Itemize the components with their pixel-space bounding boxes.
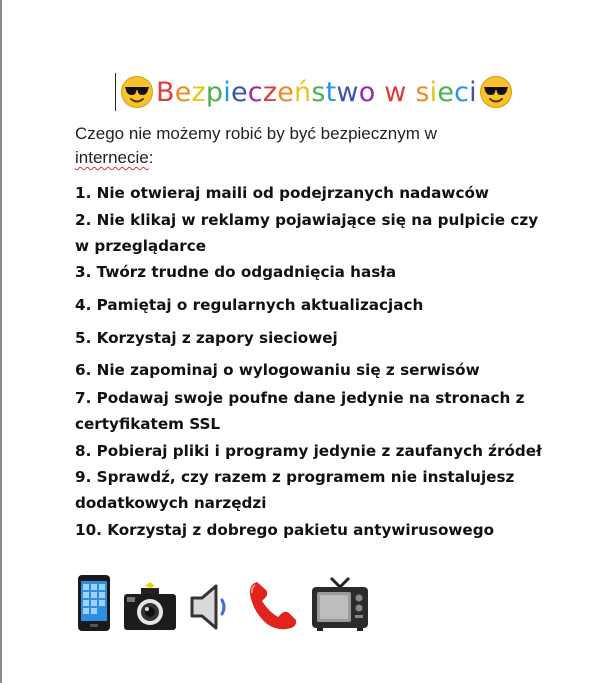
title-letter: e: [174, 76, 192, 108]
title-row: [115, 70, 513, 114]
list-item: 8. Pobieraj pliki i programy jedynie z zaufanych źródeł: [75, 442, 542, 460]
title-letter: i: [223, 76, 231, 108]
title-letter: o: [358, 76, 376, 108]
list-item: 10. Korzystaj z dobrego pakietu antywirusowego: [75, 521, 495, 539]
list-item: 4. Pamiętaj o regularnych aktualizacjach: [75, 296, 424, 314]
misspelled-word: internecie: [75, 148, 149, 167]
title-letter: [407, 79, 416, 106]
title-letter: B: [156, 76, 175, 108]
sunglasses-face-icon: [479, 75, 513, 109]
title-letter: w: [384, 76, 407, 108]
emoji-icons-row: [77, 574, 369, 632]
text-cursor: [115, 73, 116, 111]
intro-colon: :: [148, 148, 154, 167]
sunglasses-face-icon: [120, 75, 154, 109]
telephone-receiver-icon: [247, 574, 299, 632]
list-item: 1. Nie otwieraj maili od podejrzanych nadawców: [75, 184, 489, 202]
list-item: 7. Podawaj swoje poufne dane jedynie na stronach z certyfikatem SSL: [75, 389, 525, 433]
list-item: 9. Sprawdź, czy razem z programem nie instalujesz dodatkowych narzędzi: [75, 468, 515, 512]
title-letter: e: [437, 76, 455, 108]
title-letter: p: [205, 76, 224, 108]
title-letter: t: [325, 76, 337, 108]
list-item: 5. Korzystaj z zapory sieciowej: [75, 329, 338, 347]
list-item: 2. Nie klikaj w reklamy pojawiające się na pulpicie czy w przeglądarce: [75, 211, 539, 255]
title-letter: i: [469, 76, 477, 108]
title-letter: s: [415, 76, 430, 108]
title-letter: w: [336, 76, 359, 108]
television-icon: [311, 574, 369, 632]
camera-with-flash-icon: [123, 574, 177, 632]
title-letter: e: [230, 76, 248, 108]
intro-paragraph: [75, 122, 505, 170]
title-letter: [375, 79, 384, 106]
title-letter: z: [262, 76, 278, 108]
title-letter: ń: [294, 76, 312, 108]
title-letter: s: [311, 76, 326, 108]
title-letter: c: [247, 76, 263, 108]
document-title: [156, 76, 477, 108]
speaker-icon: [189, 574, 235, 632]
title-letter: e: [277, 76, 295, 108]
list-item: 6. Nie zapominaj o wylogowaniu się z serwisów: [75, 361, 480, 379]
title-letter: c: [454, 76, 470, 108]
title-letter: i: [429, 76, 438, 108]
mobile-phone-icon: [77, 574, 111, 632]
title-letter: z: [191, 76, 206, 108]
page-left-edge: [0, 0, 2, 683]
intro-text: Czego nie możemy robić by być bezpiecznym w: [75, 124, 437, 143]
list-item: 3. Twórz trudne do odgadnięcia hasła: [75, 263, 397, 281]
